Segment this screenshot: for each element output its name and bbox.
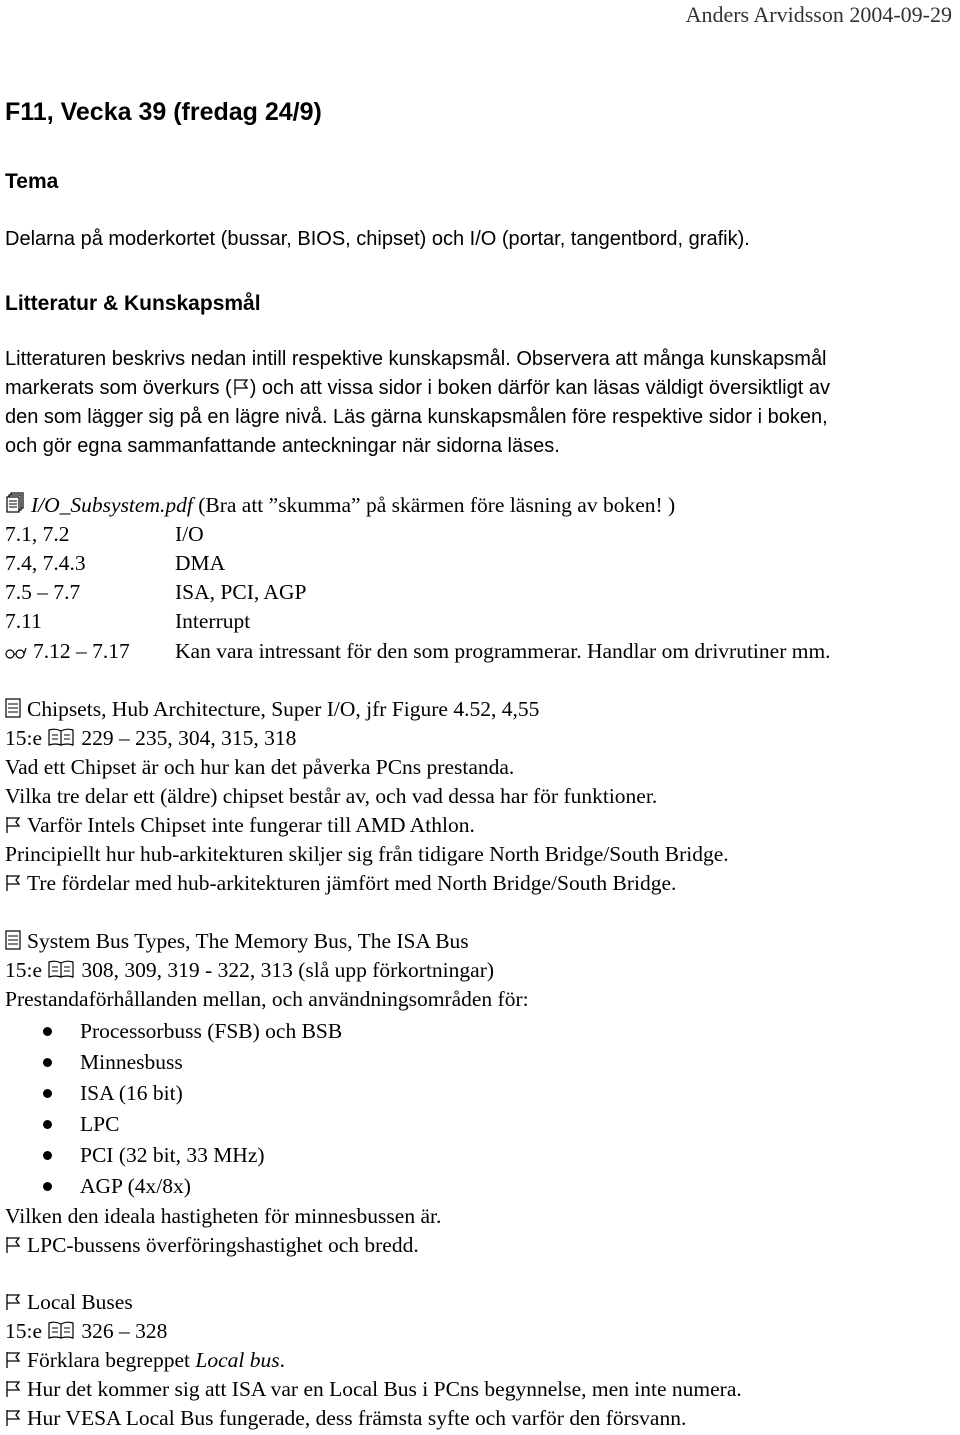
chipsets-line-5: Tre fördelar med hub-arkitekturen jämfört med North Bridge/South Bridge.	[5, 869, 676, 900]
eyeglasses-icon	[5, 639, 27, 668]
litteratur-line-2: markerats som överkurs ( ) och att vissa sidor i boken därför kan läsas väldigt översiktligt av	[5, 374, 830, 405]
litteratur-heading: Litteratur & Kunskapsmål	[5, 292, 261, 315]
list-item: AGP (4x/8x)	[5, 1171, 342, 1202]
overkurs-icon	[5, 871, 21, 900]
local-buses-line-2: Hur det kommer sig att ISA var en Local Bus i PCns begynnelse, men inte numera.	[5, 1375, 742, 1406]
io-row-4: 7.11 Interrupt	[5, 609, 251, 633]
document-icon	[5, 929, 21, 958]
overkurs-icon	[5, 1233, 21, 1262]
bus-list	[5, 1016, 342, 1202]
book-icon	[47, 958, 75, 987]
io-row-1: 7.1, 7.2 I/O	[5, 522, 204, 546]
system-bus-intro: Prestandaförhållanden mellan, och användningsområden för:	[5, 987, 529, 1011]
list-item: LPC	[5, 1109, 342, 1140]
io-row-5: 7.12 – 7.17 Kan vara intressant för den som programmerar. Handlar om drivrutiner mm.	[5, 637, 831, 668]
system-bus-pages: 15:e 308, 309, 319 - 322, 313 (slå upp förkortningar)	[5, 956, 494, 987]
chipsets-line-1: Vad ett Chipset är och hur kan det påverka PCns prestanda.	[5, 755, 515, 779]
list-item: ISA (16 bit)	[5, 1078, 342, 1109]
local-buses-line-3: Hur VESA Local Bus fungerade, dess främsta syfte och varför den försvann.	[5, 1404, 686, 1435]
chipsets-pages: 15:e 229 – 235, 304, 315, 318	[5, 724, 296, 755]
io-file-line: I/O_Subsystem.pdf (Bra att ”skumma” på skärmen före läsning av boken! )	[5, 491, 675, 522]
litteratur-line-1: Litteraturen beskrivs nedan intill respektive kunskapsmål. Observera att många kunskapsmål	[5, 348, 827, 370]
book-icon	[47, 726, 75, 755]
list-item: PCI (32 bit, 33 MHz)	[5, 1140, 342, 1171]
chipsets-line-2: Vilka tre delar ett (äldre) chipset består av, och vad dessa har för funktioner.	[5, 784, 658, 808]
tema-text: Delarna på moderkortet (bussar, BIOS, chipset) och I/O (portar, tangentbord, grafik).	[5, 228, 750, 250]
document-icon	[5, 697, 21, 726]
list-item: Minnesbuss	[5, 1047, 342, 1078]
overkurs-icon	[5, 813, 21, 842]
overkurs-icon	[5, 1377, 21, 1406]
page-title: F11, Vecka 39 (fredag 24/9)	[5, 98, 322, 126]
tema-heading: Tema	[5, 170, 59, 193]
overkurs-icon	[5, 1406, 21, 1435]
local-buses-title: Local Buses	[5, 1288, 133, 1319]
document-stack-icon	[5, 492, 25, 522]
overkurs-icon	[5, 1290, 21, 1319]
header-author-date: Anders Arvidsson 2004-09-29	[685, 2, 952, 27]
local-buses-line-1: Förklara begreppet Local bus.	[5, 1346, 285, 1377]
system-bus-after-2: LPC-bussens överföringshastighet och bredd.	[5, 1231, 419, 1262]
local-buses-pages: 15:e 326 – 328	[5, 1317, 167, 1348]
book-icon	[47, 1319, 75, 1348]
chipsets-line-3: Varför Intels Chipset inte fungerar till AMD Athlon.	[5, 811, 475, 842]
system-bus-title: System Bus Types, The Memory Bus, The ISA Bus	[5, 927, 469, 958]
chipsets-title: Chipsets, Hub Architecture, Super I/O, jfr Figure 4.52, 4,55	[5, 695, 539, 726]
litteratur-line-3: den som lägger sig på en lägre nivå. Läs gärna kunskapsmålen före respektive sidor i boken,	[5, 406, 828, 428]
system-bus-after-1: Vilken den ideala hastigheten för minnesbussen är.	[5, 1204, 442, 1228]
io-row-2: 7.4, 7.4.3 DMA	[5, 551, 226, 575]
overkurs-icon	[233, 376, 249, 405]
chipsets-line-4: Principiellt hur hub-arkitekturen skiljer sig från tidigare North Bridge/South Bridge.	[5, 842, 729, 866]
litteratur-line-4: och gör egna sammanfattande anteckningar när sidorna läses.	[5, 435, 560, 457]
io-row-3: 7.5 – 7.7 ISA, PCI, AGP	[5, 580, 307, 604]
list-item: Processorbuss (FSB) och BSB	[5, 1016, 342, 1047]
io-file-link[interactable]: I/O_Subsystem.pdf	[31, 493, 193, 517]
overkurs-icon	[5, 1348, 21, 1377]
